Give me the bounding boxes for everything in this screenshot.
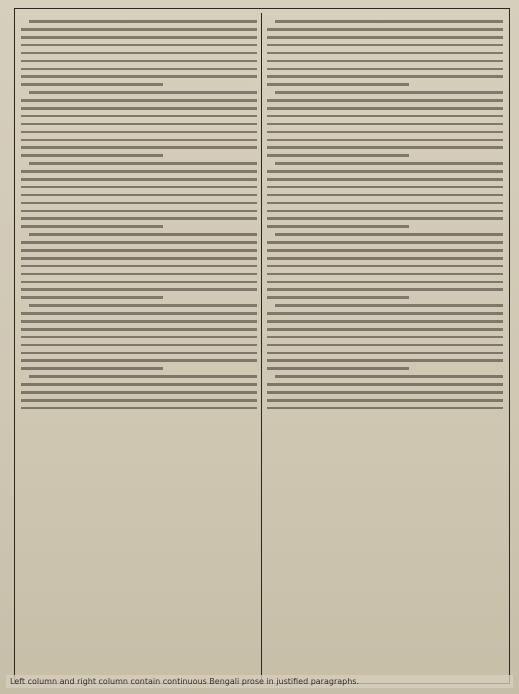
column-divider (261, 13, 262, 679)
text-line (21, 383, 257, 386)
text-line (275, 304, 503, 307)
text-line (21, 217, 257, 220)
text-line (21, 407, 257, 410)
text-line (267, 202, 503, 205)
text-line (267, 170, 503, 173)
text-line (267, 312, 503, 315)
text-line (21, 257, 257, 260)
text-line (267, 186, 503, 189)
text-line (267, 383, 503, 386)
text-line (21, 186, 257, 189)
text-line (275, 233, 503, 236)
text-line (21, 328, 257, 331)
text-line (21, 178, 257, 181)
text-line (267, 194, 503, 197)
text-line (267, 328, 503, 331)
text-line (267, 344, 503, 347)
text-line (21, 281, 257, 284)
text-line (267, 154, 409, 157)
text-line (21, 194, 257, 197)
text-line (267, 52, 503, 55)
text-line (267, 257, 503, 260)
text-line (267, 399, 503, 402)
text-line (267, 28, 503, 31)
text-line (21, 36, 257, 39)
text-line (275, 91, 503, 94)
text-line (21, 344, 257, 347)
text-line (275, 375, 503, 378)
text-line (21, 265, 257, 268)
text-line (275, 20, 503, 23)
text-line (267, 83, 409, 86)
transcription-note: Left column and right column contain continuous Bengali prose in justified paragraphs. (6, 675, 513, 688)
text-line (21, 249, 257, 252)
text-line (21, 131, 257, 134)
text-line (267, 210, 503, 213)
text-line (21, 154, 163, 157)
text-line (267, 139, 503, 142)
text-line (267, 296, 409, 299)
text-line (29, 233, 257, 236)
text-line (21, 320, 257, 323)
text-line (21, 367, 163, 370)
text-line (21, 115, 257, 118)
text-line (21, 123, 257, 126)
text-line (267, 336, 503, 339)
text-line (29, 162, 257, 165)
text-line (267, 60, 503, 63)
text-line (275, 162, 503, 165)
text-line (267, 217, 503, 220)
text-line (29, 375, 257, 378)
text-line (21, 288, 257, 291)
text-line (21, 75, 257, 78)
text-line (21, 99, 257, 102)
text-line (267, 107, 503, 110)
text-line (267, 265, 503, 268)
text-line (267, 281, 503, 284)
right-column-lines (267, 20, 503, 409)
text-line (21, 391, 257, 394)
text-line (267, 273, 503, 276)
text-line (267, 115, 503, 118)
text-line (267, 407, 503, 410)
text-line (267, 75, 503, 78)
text-line (267, 68, 503, 71)
text-line (21, 312, 257, 315)
text-line (267, 99, 503, 102)
text-line (21, 44, 257, 47)
text-line (21, 273, 257, 276)
text-line (267, 320, 503, 323)
text-line (21, 83, 163, 86)
text-line (267, 367, 409, 370)
page-frame (14, 8, 510, 684)
text-line (29, 91, 257, 94)
text-line (267, 178, 503, 181)
text-line (267, 225, 409, 228)
text-line (21, 68, 257, 71)
text-line (29, 304, 257, 307)
text-line (21, 202, 257, 205)
text-line (21, 28, 257, 31)
text-line (267, 241, 503, 244)
text-line (21, 146, 257, 149)
text-line (21, 107, 257, 110)
text-line (267, 146, 503, 149)
text-line (267, 44, 503, 47)
text-line (21, 359, 257, 362)
text-line (21, 336, 257, 339)
text-line (267, 249, 503, 252)
text-line (21, 225, 163, 228)
text-line (21, 170, 257, 173)
text-line (21, 352, 257, 355)
text-line (267, 391, 503, 394)
text-line (21, 399, 257, 402)
right-column (267, 15, 503, 677)
text-line (21, 139, 257, 142)
text-line (21, 60, 257, 63)
text-line (267, 36, 503, 39)
text-line (267, 352, 503, 355)
left-column (21, 15, 257, 677)
text-line (21, 210, 257, 213)
text-line (267, 131, 503, 134)
text-line (29, 20, 257, 23)
left-column-lines (21, 20, 257, 409)
text-line (21, 296, 163, 299)
text-line (267, 123, 503, 126)
text-line (267, 288, 503, 291)
text-line (267, 359, 503, 362)
text-line (21, 241, 257, 244)
text-line (21, 52, 257, 55)
